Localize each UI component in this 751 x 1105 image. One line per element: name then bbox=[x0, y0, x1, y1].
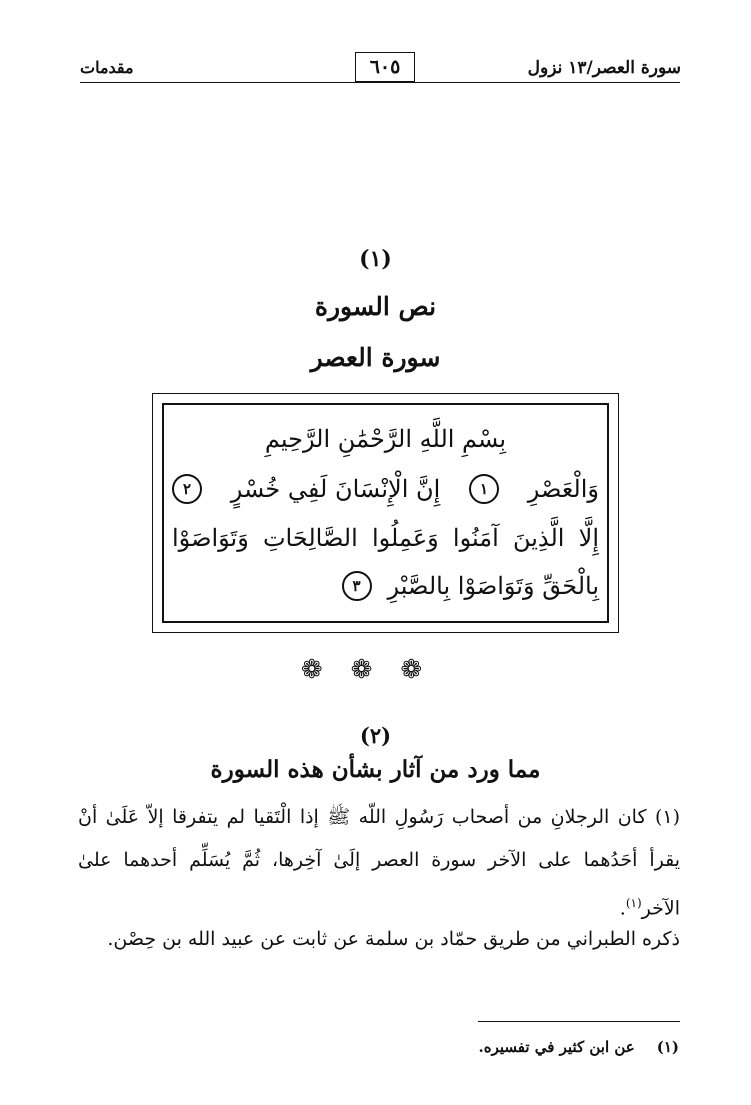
quran-word: وَعَمِلُوا bbox=[371, 524, 439, 552]
footnote-reference[interactable]: (١) bbox=[625, 896, 642, 910]
footnote-text: عن ابن كثير في تفسيره. bbox=[478, 1038, 635, 1056]
ayah-marker-1: ١ bbox=[469, 474, 499, 504]
basmala: بِسْمِ اللَّهِ الرَّحْمَٰنِ الرَّحِيمِ bbox=[264, 425, 507, 453]
page-number: ٦٠٥ bbox=[355, 52, 415, 82]
section-separator-ornament: ❁❁❁ bbox=[300, 655, 451, 685]
quran-word: الصَّالِحَاتِ bbox=[262, 524, 358, 552]
footnote bbox=[479, 1038, 679, 1056]
paragraph-2: ذكره الطبراني من طريق حمّاد بن سلمة عن ثابت عن عبيد الله بن حِصْن. bbox=[107, 928, 680, 950]
quran-word: الَّذِينَ bbox=[512, 524, 565, 552]
quran-word: وَتَوَاصَوْا bbox=[172, 524, 249, 552]
quran-line-3 bbox=[172, 571, 599, 601]
ayah-marker-3: ٣ bbox=[342, 571, 372, 601]
section-1-title: نص السورة bbox=[314, 292, 437, 321]
section-2-title: مما ورد من آثار بشأن هذه السورة bbox=[210, 756, 541, 783]
quran-word: آمَنُوا bbox=[452, 524, 499, 552]
paragraph-1: (١) كان الرجلانِ من أصحاب رَسُولِ اللّه ﷺ إذا الْتَقيا لم يتفرقا إلاّ عَلَىٰ أنْ يقرأ أحَدُهما على الآخر سورة العصر إلَىٰ آخِرها، ثُمَّ يُسَلِّم أحدهما علىٰ الآخر$^{(١)}$. bbox=[78, 806, 680, 920]
section-1-number: (١) bbox=[359, 246, 392, 272]
surah-name: سورة العصر bbox=[310, 343, 441, 372]
quran-phrase: إِنَّ الْإِنْسَانَ لَفِي خُسْرٍ bbox=[230, 475, 441, 503]
quran-line-1 bbox=[172, 474, 599, 504]
footnote-rule bbox=[478, 1021, 680, 1022]
header-rule bbox=[80, 82, 680, 83]
ayah-marker-2: ٢ bbox=[172, 474, 202, 504]
footnote-number: (١) bbox=[656, 1038, 679, 1056]
quran-line-2 bbox=[172, 524, 599, 552]
quran-phrase: بِالْحَقِّ وَتَوَاصَوْا بِالصَّبْرِ bbox=[387, 572, 599, 600]
running-header-title: سورة العصر/١٣ نزول bbox=[527, 58, 681, 78]
section-2-number: (٢) bbox=[359, 723, 392, 748]
quran-word: إِلَّا bbox=[578, 524, 599, 552]
running-header-section: مقدمات bbox=[80, 58, 134, 77]
quran-word: وَالْعَصْرِ bbox=[527, 475, 599, 503]
